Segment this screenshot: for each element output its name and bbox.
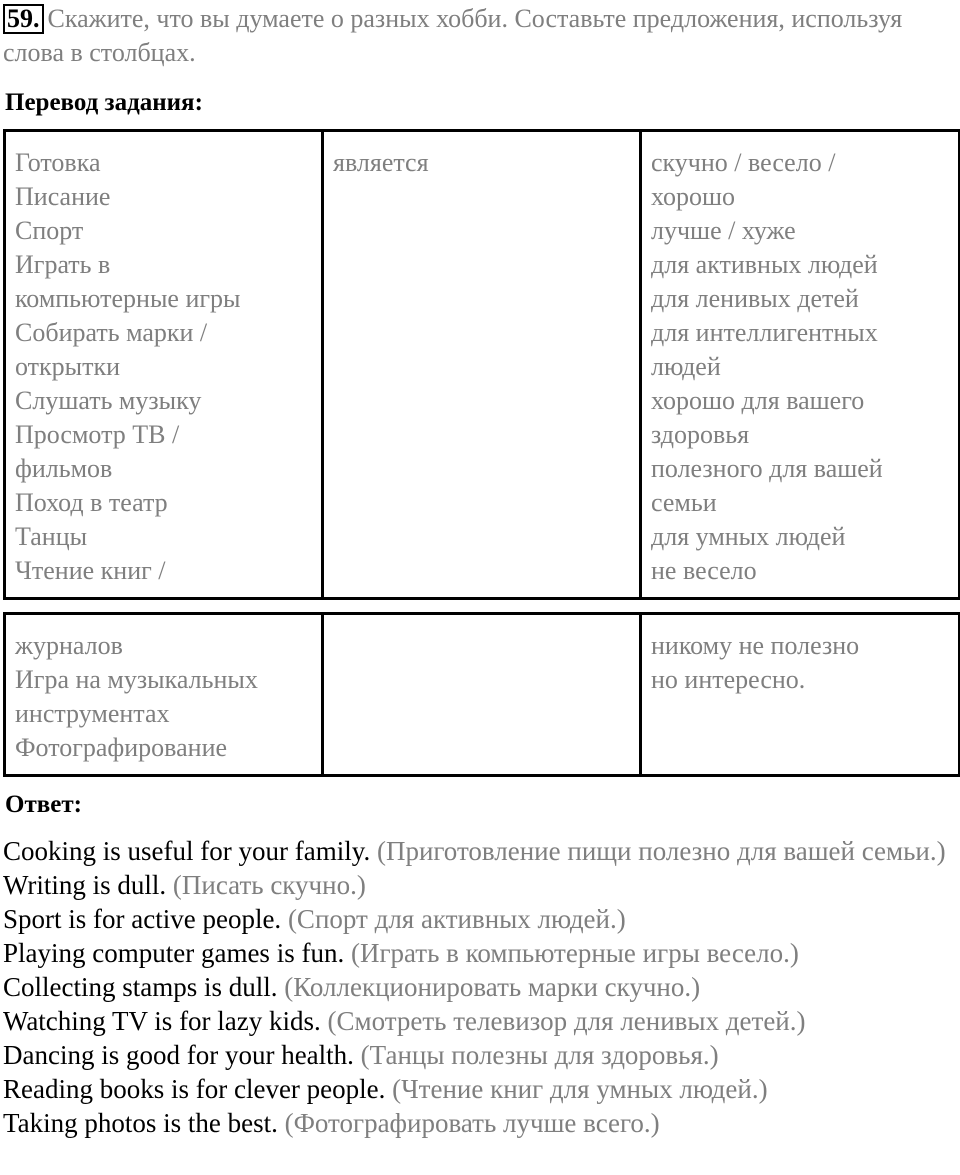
answer-line <box>3 936 953 970</box>
answer-english: Collecting stamps is dull. <box>3 972 278 1002</box>
cell-line: Играть в <box>15 250 111 279</box>
hobbies-column <box>5 131 323 599</box>
cell-line: Слушать музыку <box>15 386 202 415</box>
cell-line: Собирать марки / <box>15 318 208 347</box>
cell-line: Танцы <box>15 522 88 551</box>
answer-line <box>3 1004 953 1038</box>
cell-line: лучше / хуже <box>651 216 796 245</box>
cell-line: Чтение книг / <box>15 556 166 585</box>
cell-line: Писание <box>15 182 111 211</box>
answer-russian: (Танцы полезны для здоровья.) <box>360 1040 719 1070</box>
cell-line: Игра на музыкальных <box>15 665 258 694</box>
cell-line: для ленивых детей <box>651 284 859 313</box>
answer-line <box>3 1106 953 1140</box>
answer-russian: (Коллекционировать марки скучно.) <box>284 972 701 1002</box>
answer-line <box>3 970 953 1004</box>
answer-russian: (Смотреть телевизор для ленивых детей.) <box>327 1006 806 1036</box>
cell-line: здоровья <box>651 420 750 449</box>
cell-line: полезного для вашей <box>651 454 883 483</box>
cell-line: Готовка <box>15 148 101 177</box>
answer-line <box>3 1038 953 1072</box>
cell-line: Просмотр ТВ / <box>15 420 180 449</box>
cell-line: для активных людей <box>651 250 878 279</box>
hobby-table-part-2 <box>3 612 960 777</box>
opinions-column <box>641 131 960 599</box>
answer-russian: (Спорт для активных людей.) <box>287 904 626 934</box>
cell-line: не весело <box>651 556 757 585</box>
cell-line: фильмов <box>15 454 113 483</box>
cell-line: людей <box>651 352 721 381</box>
answer-russian: (Играть в компьютерные игры весело.) <box>350 938 799 968</box>
answer-line <box>3 834 953 868</box>
answer-heading: Ответ: <box>5 791 82 818</box>
cell-line: хорошо для вашего <box>651 386 865 415</box>
answer-russian: (Фотографировать лучше всего.) <box>284 1108 660 1138</box>
answer-english: Watching TV is for lazy kids. <box>3 1006 321 1036</box>
cell-line: никому не полезно <box>651 631 860 660</box>
answer-english: Taking photos is the best. <box>3 1108 278 1138</box>
verb-column <box>323 131 641 599</box>
cell-line: скучно / весело / <box>651 148 836 177</box>
answer-russian: (Приготовление пищи полезно для вашей семьи.) <box>376 836 946 866</box>
answer-line <box>3 868 953 902</box>
answer-russian: (Писать скучно.) <box>172 870 366 900</box>
hobbies-column-continued <box>5 614 323 776</box>
opinions-column-continued <box>641 614 960 776</box>
hobby-table-part-1 <box>3 129 960 600</box>
answer-line <box>3 902 953 936</box>
cell-line: журналов <box>15 631 123 660</box>
cell-line: Фотографирование <box>15 733 228 762</box>
cell-line: инструментах <box>15 699 170 728</box>
translation-heading: Перевод задания: <box>5 89 203 116</box>
answer-english: Dancing is good for your health. <box>3 1040 354 1070</box>
task-statement <box>3 2 953 70</box>
answer-line <box>3 1072 953 1106</box>
cell-line: является <box>333 148 429 177</box>
answer-english: Playing computer games is fun. <box>3 938 345 968</box>
answer-english: Cooking is useful for your family. <box>3 836 371 866</box>
task-number: 59. <box>3 4 44 34</box>
answer-english: Sport is for active people. <box>3 904 282 934</box>
answer-english: Writing is dull. <box>3 870 167 900</box>
cell-line: семьи <box>651 488 717 517</box>
cell-line: Поход в театр <box>15 488 168 517</box>
cell-line: хорошо <box>651 182 736 211</box>
cell-line: но интересно. <box>651 665 806 694</box>
cell-line: компьютерные игры <box>15 284 241 313</box>
answer-russian: (Чтение книг для умных людей.) <box>392 1074 768 1104</box>
answer-english: Reading books is for clever people. <box>3 1074 386 1104</box>
cell-line: Спорт <box>15 216 84 245</box>
cell-line: открытки <box>15 352 121 381</box>
task-text: Скажите, что вы думаете о разных хобби. Составьте предложения, используя слова в столбцах. <box>3 4 903 67</box>
cell-line: для умных людей <box>651 522 846 551</box>
cell-line: для интеллигентных <box>651 318 878 347</box>
answer-list <box>3 834 953 1140</box>
verb-column-continued <box>323 614 641 776</box>
